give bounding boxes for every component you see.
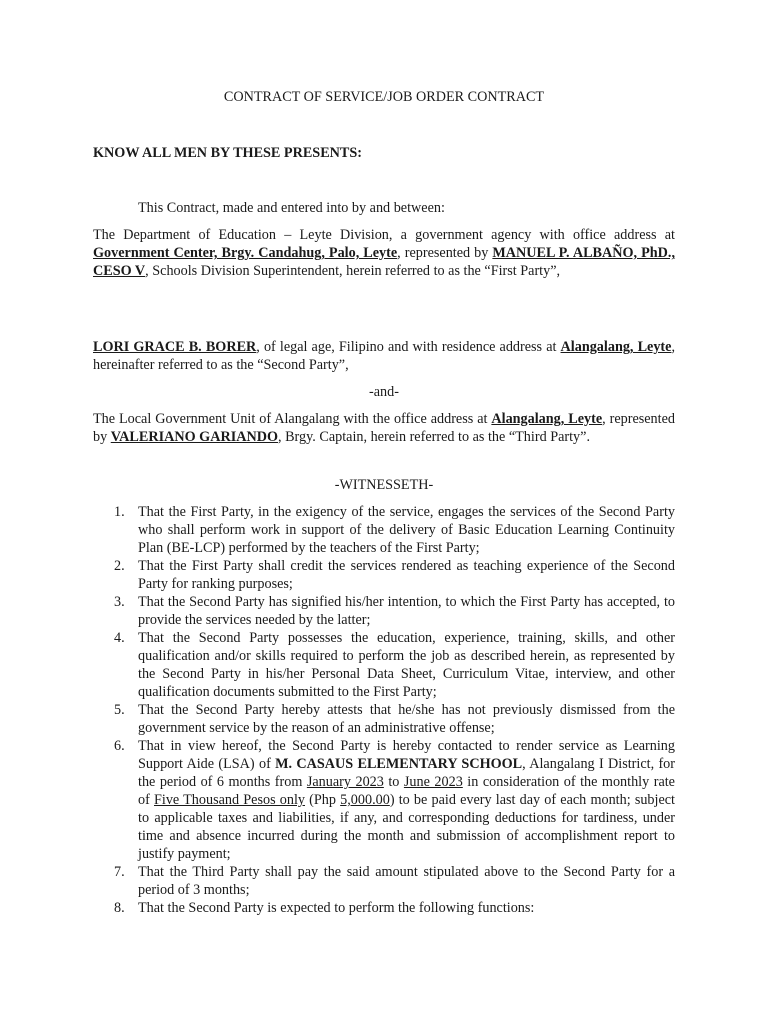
witnesseth-heading: -WITNESSETH- — [334, 477, 434, 493]
list-item-text-6: ) to be paid every last day of each month; subject to applicable taxes and liabilities, if any, and corresponding deductions for tardiness, under time and absence incurred during the month and submission of accomplishment report to justify payment; — [138, 792, 676, 862]
list-item-text: That the Third Party shall pay the said amount stipulated above to the Second Party for a period of 3 months; — [138, 864, 675, 898]
list-item — [93, 863, 675, 899]
list-item — [93, 899, 675, 917]
list-item-text-5: (Php — [305, 792, 341, 808]
document-title: CONTRACT OF SERVICE/JOB ORDER CONTRACT — [223, 89, 545, 105]
know-all-men-heading: KNOW ALL MEN BY THESE PRESENTS: — [93, 145, 362, 161]
contract-terms-list — [93, 503, 675, 917]
third-party-text-1: The Local Government Unit of Alangalang with the office address at — [93, 411, 492, 427]
list-item-text: That the Second Party possesses the education, experience, training, skills, and other qualification and/or skills required to perform the job as described herein, as represented by the Second Party in his/her Personal Data Sheet, Curriculum Vitae, interview, and other qualification documents submitted to the First Party; — [138, 630, 675, 700]
list-item — [93, 737, 675, 863]
list-item-text: That the First Party, in the exigency of the service, engages the services of the Second Party who shall perform work in support of the delivery of Basic Education Learning Continuity Plan (BE-LCP) performed by the teachers of the First Party; — [138, 504, 675, 556]
first-party-representative: MANUEL P. ALBAÑO, PhD., CESO V — [93, 245, 676, 279]
third-party-text-2: , represented by — [93, 411, 675, 445]
list-item-text: That the Second Party hereby attests that he/she has not previously dismissed from the government service by the reason of an administrative offense; — [138, 702, 675, 736]
list-item-number: 2. — [114, 558, 125, 574]
monthly-rate-amount: 5,000.00 — [340, 792, 390, 808]
first-party-text-2: , represented by — [397, 245, 493, 261]
list-item-text: That the Second Party is expected to perform the following functions: — [138, 900, 535, 916]
list-item-number: 5. — [114, 702, 125, 718]
list-item-number: 8. — [114, 900, 125, 916]
list-item-number: 4. — [114, 630, 125, 646]
third-party-address: Alangalang, Leyte — [491, 411, 603, 427]
end-date: June 2023 — [403, 774, 463, 790]
list-item — [93, 593, 675, 629]
start-date: January 2023 — [306, 774, 384, 790]
list-item — [93, 557, 675, 593]
second-party-text-2: , hereinafter referred to as the “Second Party”, — [93, 339, 676, 373]
list-item-text: That the First Party shall credit the services rendered as teaching experience of the Second Party for ranking purposes; — [138, 558, 675, 592]
school-name: M. CASAUS ELEMENTARY SCHOOL — [275, 756, 523, 772]
second-party-name: LORI GRACE B. BORER — [93, 339, 257, 355]
list-item-text: That the Second Party has signified his/her intention, to which the First Party has accepted, to provide the services needed by the latter; — [138, 594, 675, 628]
list-item-number: 3. — [114, 594, 125, 610]
first-party-text-3: , Schools Division Superintendent, herein referred to as the “First Party”, — [145, 263, 561, 279]
list-item-number: 6. — [114, 738, 125, 754]
first-party-address: Government Center, Brgy. Candahug, Palo, Leyte — [93, 245, 398, 261]
list-item — [93, 503, 675, 557]
list-item-number: 7. — [114, 864, 125, 880]
second-party-address: Alangalang, Leyte — [560, 339, 672, 355]
first-party-text-1: The Department of Education – Leyte Division, a government agency with office address at — [93, 227, 675, 243]
second-party-paragraph — [93, 338, 675, 374]
monthly-rate-words: Five Thousand Pesos only — [154, 792, 305, 808]
intro-paragraph: This Contract, made and entered into by and between: — [138, 200, 445, 216]
list-item-text-1: That in view hereof, the Second Party is hereby contacted to render service as Learning Support Aide (LSA) of — [138, 738, 675, 772]
list-item-text-4: in consideration of the monthly rate of — [138, 774, 675, 808]
and-separator: -and- — [369, 384, 399, 400]
list-item — [93, 701, 675, 737]
third-party-representative: VALERIANO GARIANDO — [110, 429, 278, 445]
list-item-text-3: to — [383, 774, 404, 790]
first-party-paragraph — [93, 226, 675, 280]
third-party-text-3: , Brgy. Captain, herein referred to as the “Third Party”. — [277, 429, 590, 445]
list-item-number: 1. — [114, 504, 125, 520]
list-item — [93, 629, 675, 701]
second-party-text-1: , of legal age, Filipino and with residence address at — [256, 339, 561, 355]
third-party-paragraph — [93, 410, 675, 446]
list-item-text-2: , Alangalang I District, for the period of 6 months from — [138, 756, 675, 790]
